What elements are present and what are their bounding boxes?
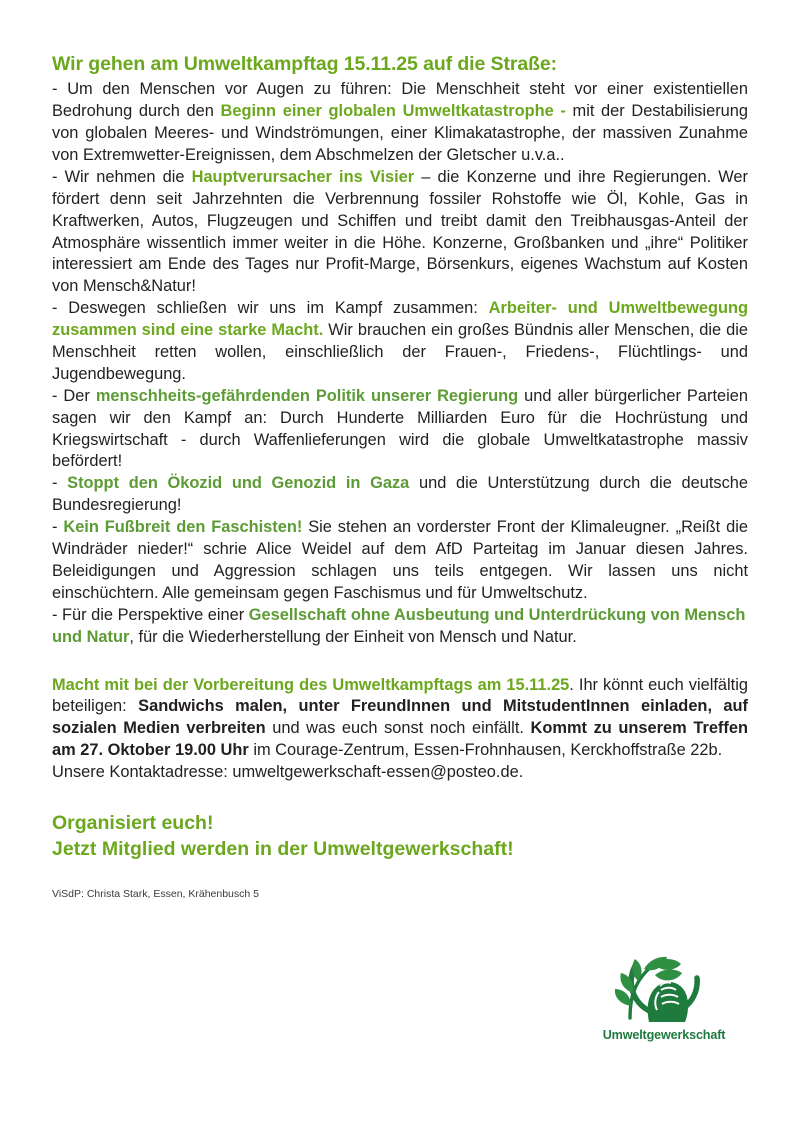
- text-run-2: und die Unterstützung durch die deutsche Bundesregierung!: [52, 474, 749, 515]
- paragraph-call-to-action: [52, 675, 748, 763]
- text-run-3: und was euch sonst noch einfällt.: [265, 719, 531, 738]
- text-run-1: . Ihr könnt euch vielfältig beteiligen:: [52, 675, 748, 716]
- impressum-line: ViSdP: Christa Stark, Essen, Krähenbusch 5: [52, 888, 259, 901]
- contact-line: Unsere Kontaktadresse: umweltgewerkschaft-essen@posteo.de.: [52, 763, 524, 782]
- text-run-4: Kommt zu unserem Treffen am 27. Oktober 19.00 Uhr: [52, 719, 748, 760]
- fist-and-plant-icon: [597, 952, 731, 1030]
- flyer-content: [52, 52, 748, 902]
- paragraph-perspective: [52, 605, 748, 649]
- text-run-0: - Um den Menschen vor Augen zu führen: Die Menschheit steht vor einer existentiellen Bedrohung durch den: [52, 80, 748, 121]
- paragraph-united-struggle: [52, 298, 748, 386]
- text-run-1: Hauptverursacher ins Visier: [191, 167, 415, 186]
- text-run-2: – die Konzerne und ihre Regierungen. Wer fördert denn seit Jahrzehnten die Verbrennung fossiler Rohstoffe wie Öl, Kohle, Gas in Kraftwerken, Autos, Flugzeugen und Schiffen und treibt damit den Treibhausgas-Anteil der Atmosphäre wissentlich immer weiter in die Höhe. Konzerne, Großbanken und „ihre“ Politiker interessiert am Ende des Tages nur Profit-Marge, Börsenkurs, eigenes Wachstum auf Kosten von Mensch&Natur!: [52, 167, 748, 296]
- section-divider: [52, 649, 748, 675]
- page-title: Wir gehen am Umweltkampftag 15.11.25 auf die Straße:: [52, 53, 558, 75]
- text-run-1: Beginn einer globalen Umweltkatastrophe -: [220, 102, 566, 121]
- paragraph-gaza: [52, 473, 748, 517]
- section-divider-2: [52, 784, 748, 810]
- text-run-1: Arbeiter- und Umweltbewegung zusammen sind eine starke Macht.: [52, 299, 749, 340]
- text-run-0: -: [52, 518, 64, 537]
- paragraph-existential-threat: [52, 79, 748, 167]
- slogan-organize: Organisiert euch!: [52, 811, 214, 834]
- text-run-0: - Deswegen schließen wir uns im Kampf zusammen:: [52, 299, 489, 318]
- umweltgewerkschaft-logo: [597, 952, 731, 1056]
- text-run-5: im Courage-Zentrum, Essen-Frohnhausen, Kerckhoffstraße 22b.: [248, 741, 723, 760]
- slogan-join: Jetzt Mitglied werden in der Umweltgewerkschaft!: [52, 838, 514, 861]
- text-run-0: - Der: [52, 386, 96, 405]
- text-run-2: Sandwichs malen, unter FreundInnen und MitstudentInnen einladen, auf sozialen Medien verbreiten: [52, 697, 748, 738]
- text-run-2: und aller bürgerlicher Parteien sagen wir den Kampf an: Durch Hunderte Milliarden Euro für die Hochrüstung und Kriegswirtschaft - durch Waffenlieferungen wird die globale Umweltkatastrophe massiv befördert!: [52, 386, 748, 471]
- text-run-2: mit der Destabilisierung von globalen Meeres- und Windströmungen, einer Klimakatastrophe, der massiven Zunahme von Extremwetter-Ereignissen, dem Abschmelzen der Gletscher u.v.a..: [52, 102, 748, 165]
- spacer-before-impressum: [52, 862, 748, 888]
- text-run-2: , für die Wiederherstellung der Einheit von Mensch und Natur.: [129, 627, 577, 646]
- text-run-0: - Für die Perspektive einer: [52, 605, 249, 624]
- logo-caption: Umweltgewerkschaft: [602, 1028, 726, 1042]
- text-run-2: Sie stehen an vorderster Front der Klimaleugner. „Reißt die Windräder nieder!“ schrie Alice Weidel auf dem AfD Parteitag im Januar diesen Jahres. Beleidigungen und Aggression schlagen uns teils entgegen. Wir lassen uns nicht einschüchtern. Alle gemeinsam gegen Faschismus und für Umweltschutz.: [52, 518, 748, 602]
- paragraph-main-polluters: [52, 167, 748, 298]
- text-run-0: -: [52, 474, 68, 493]
- text-run-0: Macht mit bei der Vorbereitung des Umweltkampftags am 15.11.25: [52, 675, 570, 694]
- text-run-0: - Wir nehmen die: [52, 167, 192, 186]
- text-run-1: Stoppt den Ökozid und Genozid in Gaza: [67, 474, 410, 493]
- paragraph-antifascism: [52, 517, 748, 605]
- text-run-2: Wir brauchen ein großes Bündnis aller Menschen, die die Menschheit retten wollen, einschließlich der Frauen-, Friedens-, Flüchtlings- und Jugendbewegung.: [52, 321, 748, 383]
- text-run-1: Gesellschaft ohne Ausbeutung und Unterdrückung von Mensch und Natur: [52, 605, 746, 646]
- text-run-1: Kein Fußbreit den Faschisten!: [63, 518, 303, 537]
- text-run-1: menschheits-gefährdenden Politik unserer Regierung: [95, 386, 519, 405]
- paragraph-government-policy: [52, 386, 748, 474]
